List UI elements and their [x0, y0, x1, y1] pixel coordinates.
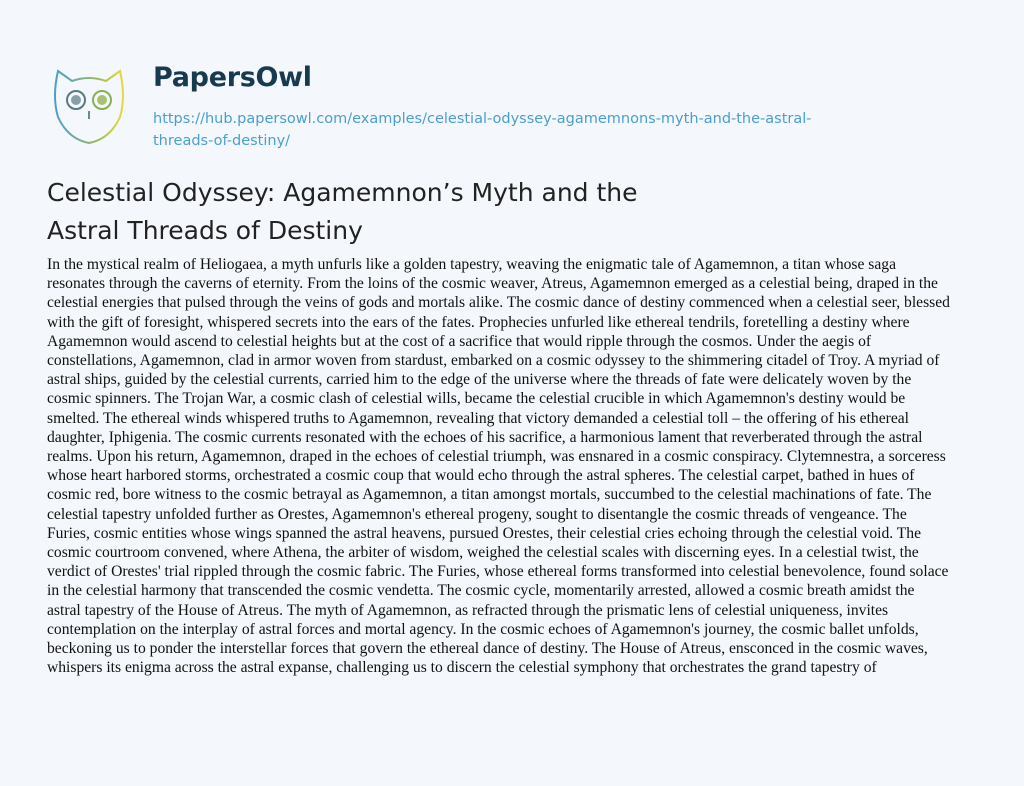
- body-line: astral ships, guided by the celestial currents, carried him to the edge of the universe where the threads of fate were delicately woven by the: [47, 371, 912, 389]
- url-line: https://hub.papersowl.com/examples/celestial-odyssey-agamemnons-myth-and-the-astral-: [153, 111, 812, 127]
- body-line: smelted. The ethereal winds whispered truths to Agamemnon, revealing that victory demanded a celestial toll – the offering of his ethereal: [47, 409, 910, 427]
- source-url-link[interactable]: [153, 108, 913, 152]
- body-line: cosmic spinners. The Trojan War, a cosmic clash of celestial wills, became the celestial crucible in which Agamemnon's destiny would be: [47, 390, 906, 408]
- body-line: cosmic red, bore witness to the cosmic betrayal as Agamemnon, a titan amongst mortals, succumbed to the celestial machinations of fate. The: [47, 486, 932, 504]
- body-line: astral tapestry of the House of Atreus. The myth of Agamemnon, as refracted through the prismatic lens of celestial uniqueness, invites: [47, 601, 889, 619]
- body-line: contemplation on the interplay of astral forces and mortal agency. In the cosmic echoes of Agamemnon's journey, the cosmic ballet unfolds,: [47, 620, 919, 638]
- body-line: verdict of Orestes' trial rippled through the cosmic fabric. The Furies, whose ethereal forms transformed into celestial benevolence, found solace: [47, 563, 949, 581]
- body-line: realms. Upon his return, Agamemnon, draped in the echoes of celestial triumph, was ensnared in a cosmic conspiracy. Clytemnestra, a sorceress: [47, 448, 946, 466]
- essay-body: [47, 255, 950, 677]
- body-line: whose heart harbored storms, orchestrated a cosmic coup that would echo through the astral spheres. The celestial carpet, bathed in hues of: [47, 467, 915, 485]
- body-line: In the mystical realm of Heliogaea, a myth unfurls like a golden tapestry, weaving the enigmatic tale of Agamemnon, a titan whose saga: [47, 256, 897, 273]
- body-line: cosmic courtroom convened, where Athena, the arbiter of wisdom, weighed the celestial scales with discerning eyes. In a celestial twist, the: [47, 544, 919, 562]
- body-line: daughter, Iphigenia. The cosmic currents resonated with the echoes of his sacrifice, a harmonious lament that reverberated through the astral: [47, 428, 923, 446]
- body-line: constellations, Agamemnon, clad in armor woven from stardust, embarked on a cosmic odyssey to the shimmering citadel of Troy. A myriad of: [47, 352, 940, 370]
- body-line: resonates through the caverns of eternity. From the loins of the cosmic weaver, Atreus, Agamemnon emerged as a celestial being, draped in the: [47, 275, 938, 293]
- body-line: whispers its enigma across the astral expanse, challenging us to discern the celestial symphony that orchestrates the grand tapestry of: [47, 659, 877, 677]
- title-line: Astral Threads of Destiny: [47, 216, 363, 245]
- owl-logo-icon: [50, 67, 128, 145]
- brand-name: PapersOwl: [153, 62, 312, 93]
- page-title: [47, 174, 747, 250]
- body-line: Agamemnon would ascend to celestial heights but at the cost of a sacrifice that would ripple through the cosmos. Under the aegis of: [47, 332, 872, 350]
- title-line: Celestial Odyssey: Agamemnon’s Myth and the: [47, 178, 638, 207]
- body-line: celestial energies that pulsed through the veins of gods and mortals alike. The cosmic dance of destiny commenced when a celestial seer, blessed: [47, 294, 950, 312]
- body-line: celestial tapestry unfolded further as Orestes, Agamemnon's ethereal progeny, sought to disentangle the cosmic threads of vengeance. The: [47, 505, 907, 523]
- url-line: threads-of-destiny/: [153, 133, 291, 149]
- body-line: in the celestial harmony that transcended the cosmic vendetta. The cosmic cycle, momentarily arrested, allowed a cosmic breath amidst the: [47, 582, 915, 600]
- body-line: Furies, cosmic entities whose wings spanned the astral heavens, pursued Orestes, their celestial cries echoing through the celestial void. The: [47, 524, 922, 542]
- body-line: with the gift of foresight, whispered secrets into the ears of the fates. Prophecies unfurled like ethereal tendrils, foretelling a destiny where: [47, 313, 910, 331]
- body-line: beckoning us to ponder the interstellar forces that govern the ethereal dance of destiny. The House of Atreus, ensconced in the cosmic waves,: [47, 640, 928, 658]
